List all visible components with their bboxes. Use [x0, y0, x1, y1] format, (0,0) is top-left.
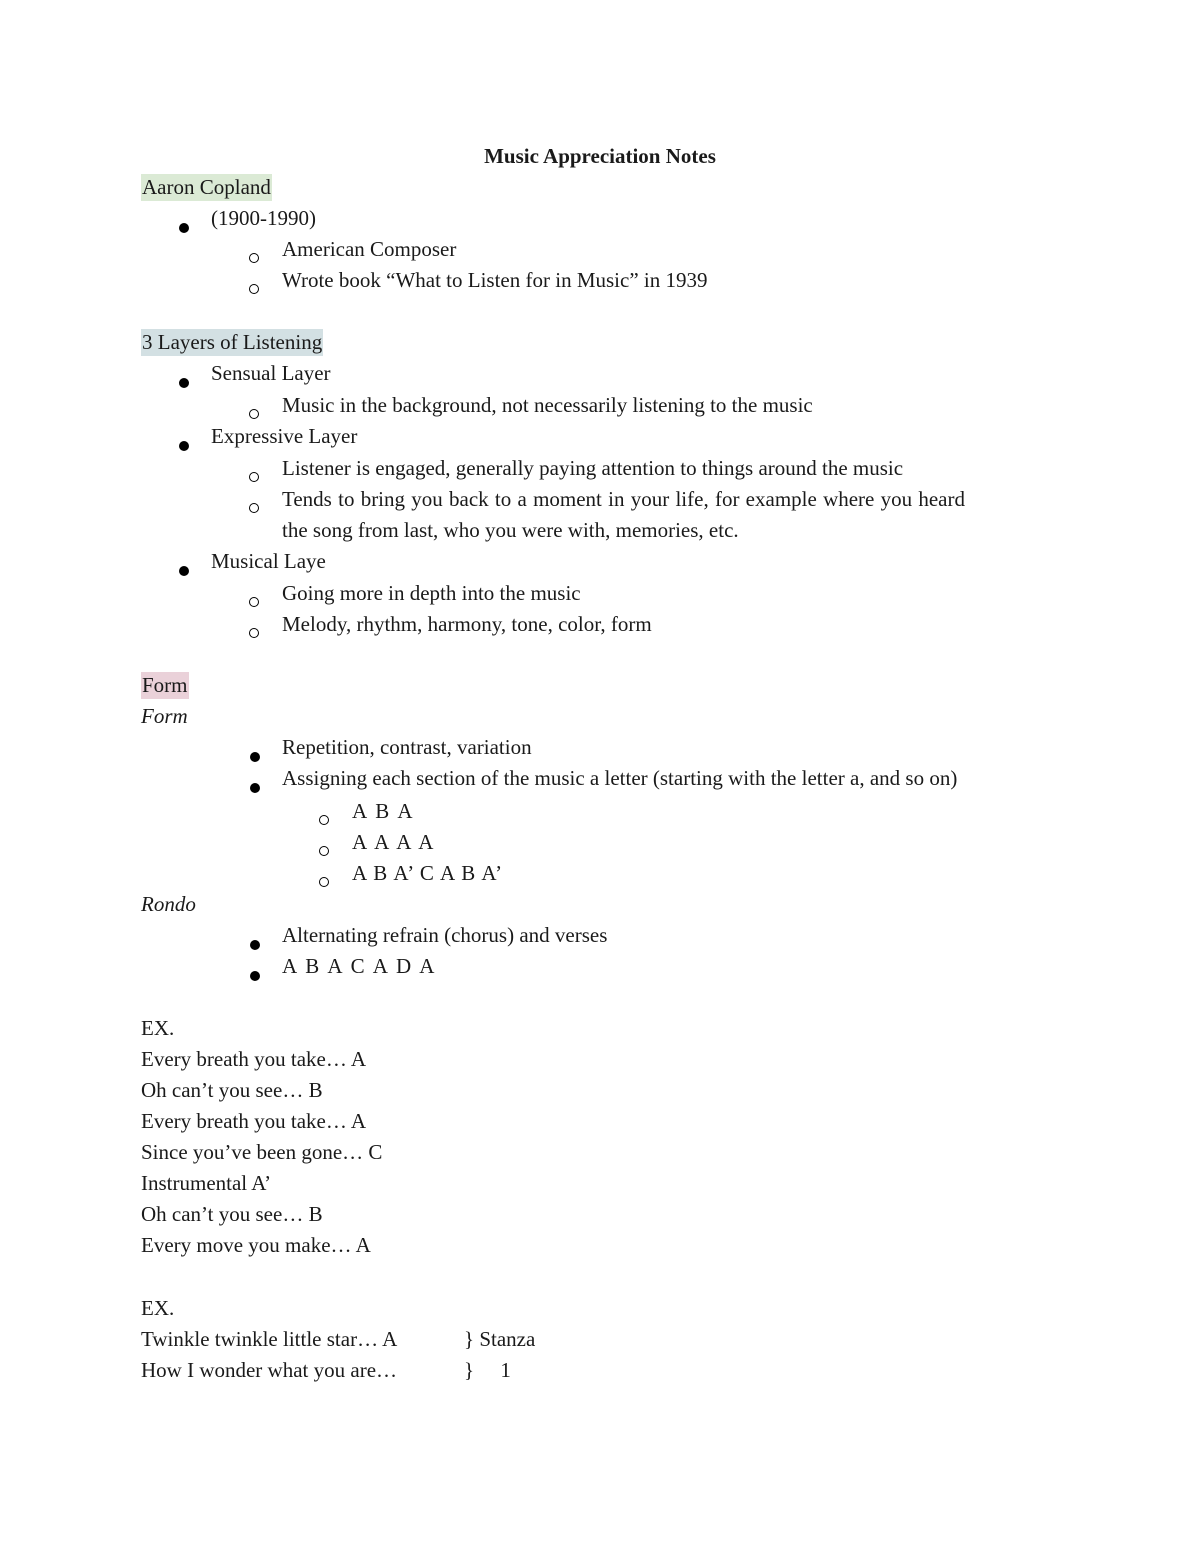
form-point: Repetition, contrast, variation	[282, 735, 532, 759]
bullet-circle	[249, 619, 259, 644]
example-line: Every breath you take… A	[141, 1109, 367, 1133]
layer-note: Melody, rhythm, harmony, tone, color, form	[282, 612, 652, 636]
bullet-dot	[250, 931, 260, 956]
section-heading-form: Form	[142, 673, 188, 697]
layer-note: Music in the background, not necessarily listening to the music	[282, 393, 813, 417]
form-pattern: A B A	[352, 799, 415, 823]
example-label: EX.	[141, 1296, 175, 1320]
bullet-circle	[319, 806, 329, 831]
bullet-circle	[249, 275, 259, 300]
form-point: Assigning each section of the music a letter (starting with the letter a, and so on)	[282, 766, 958, 790]
layer-label-sensual: Sensual Layer	[211, 361, 331, 385]
bullet-circle	[249, 244, 259, 269]
rondo-point: A B A C A D A	[282, 954, 437, 978]
bullet-dot	[250, 743, 260, 768]
bullet-dot	[179, 557, 189, 582]
bullet-circle	[319, 837, 329, 862]
stanza-bracket-note: } 1	[464, 1358, 511, 1382]
example-line: Twinkle twinkle little star… A	[141, 1327, 398, 1351]
page-title: Music Appreciation Notes	[484, 144, 716, 168]
example-line: How I wonder what you are…	[141, 1358, 398, 1382]
layer-label-expressive: Expressive Layer	[211, 424, 358, 448]
bullet-circle	[249, 494, 259, 519]
bullet-dot	[179, 214, 189, 239]
bullet-circle	[319, 868, 329, 893]
bullet-circle	[249, 463, 259, 488]
bullet-dot	[250, 774, 260, 799]
bullet-dot	[179, 432, 189, 457]
bullet-dot	[179, 369, 189, 394]
bullet-dot	[250, 962, 260, 987]
example-line: Instrumental A’	[141, 1171, 272, 1195]
subheading-rondo: Rondo	[141, 892, 196, 916]
copland-fact: American Composer	[282, 237, 457, 261]
subheading-form: Form	[141, 704, 188, 728]
example-line: Oh can’t you see… B	[141, 1078, 323, 1102]
example-line: Since you’ve been gone… C	[141, 1140, 383, 1164]
section-heading-layers: 3 Layers of Listening	[142, 330, 323, 354]
example-line: Every breath you take… A	[141, 1047, 367, 1071]
form-pattern: A B A’ C A B A’	[352, 861, 504, 885]
rondo-point: Alternating refrain (chorus) and verses	[282, 923, 608, 947]
copland-dates: (1900-1990)	[211, 206, 316, 230]
layer-note: Going more in depth into the music	[282, 581, 581, 605]
example-label: EX.	[141, 1016, 175, 1040]
copland-fact: Wrote book “What to Listen for in Music” in 1939	[282, 268, 708, 292]
section-heading-copland: Aaron Copland	[142, 175, 271, 199]
layer-label-musical: Musical Laye	[211, 549, 326, 573]
bullet-circle	[249, 588, 259, 613]
layer-note-continuation: the song from last, who you were with, memories, etc.	[282, 518, 739, 542]
example-line: Every move you make… A	[141, 1233, 371, 1257]
stanza-bracket-note: } Stanza	[464, 1327, 536, 1351]
example-line: Oh can’t you see… B	[141, 1202, 323, 1226]
layer-note: Listener is engaged, generally paying attention to things around the music	[282, 456, 904, 480]
form-pattern: A A A A	[352, 830, 436, 854]
layer-note: Tends to bring you back to a moment in your life, for example where you heard	[282, 487, 966, 511]
